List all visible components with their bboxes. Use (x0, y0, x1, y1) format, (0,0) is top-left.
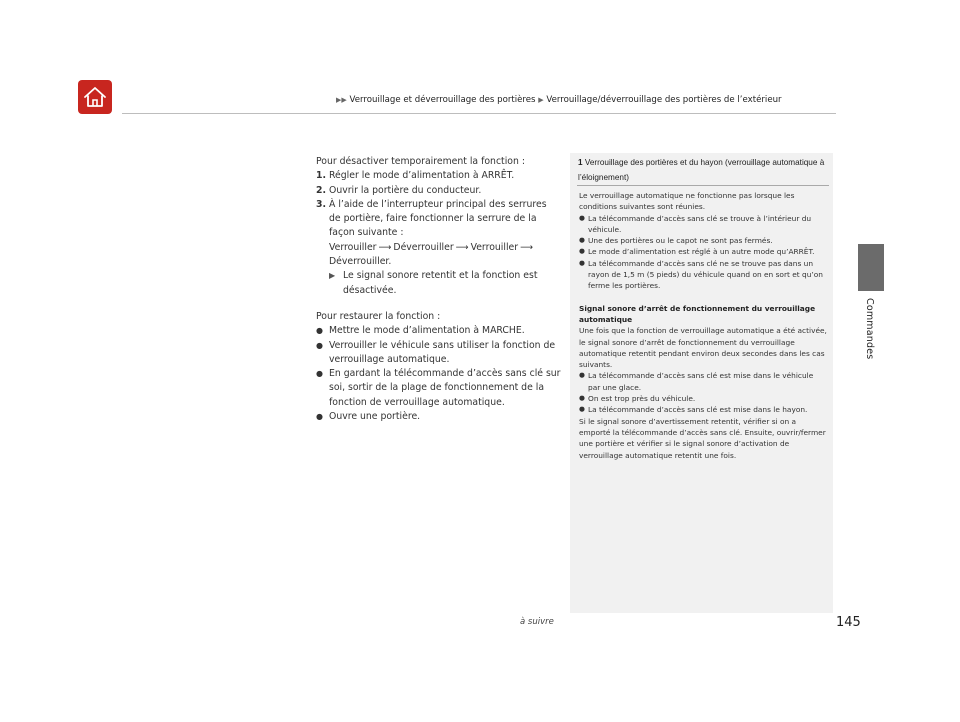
arrow-right-icon: ⟶ (455, 242, 469, 253)
list-item-text: La télécommande d’accès sans clé ne se trouve pas dans un rayon de 1,5 m (5 pieds) du véhicule quand on en sort et qu’on ferme les portières. (588, 258, 823, 291)
bullet-icon: ● (579, 247, 585, 256)
breadcrumb-arrow-icon: ▶ (538, 96, 544, 104)
sequence-step: Déverrouiller. (329, 256, 392, 268)
step-item (316, 169, 561, 183)
bullet-icon: ● (579, 371, 585, 380)
step-text: Ouvrir la portière du conducteur. (329, 184, 482, 196)
bullet-icon: ● (316, 326, 323, 336)
note-divider (577, 185, 829, 186)
bullet-icon: ● (579, 213, 585, 222)
list-item-text: Mettre le mode d’alimentation à MARCHE. (329, 325, 525, 337)
list-item (316, 367, 561, 410)
step-number: 3. (316, 198, 327, 210)
note-closing: Si le signal sonore d’avertissement retentit, vérifier si on a emporté la télécommande d’accès sans clé. Ensuite, ouvrir/fermer une portière et vérifier si le signal sonore d’activation de verrouillage automatique retentit une fois. (579, 416, 826, 460)
step-item (316, 184, 561, 198)
step-number: 2. (316, 184, 327, 196)
note-section-text: Une fois que la fonction de verrouillage automatique a été activée, le signal sonore d’arrêt de fonctionnement du verrouillage automatique retentit pendant environ deux secondes dans les cas suivants. (579, 326, 827, 370)
home-button[interactable] (78, 80, 112, 114)
list-item (579, 246, 827, 257)
arrow-right-icon: ⟶ (520, 242, 533, 253)
note-title-text: Verrouillage des portières et du hayon (verrouillage automatique à l’éloignement) (578, 158, 825, 182)
list-item-text: La télécommande d’accès sans clé est mise dans le véhicule par une glace. (588, 371, 814, 392)
list-item-text: Verrouiller le véhicule sans utiliser la fonction de verrouillage automatique. (329, 339, 556, 365)
lock-sequence (316, 241, 561, 270)
main-content (316, 155, 561, 424)
list-item-text: La télécommande d’accès sans clé se trouve à l’intérieur du véhicule. (588, 213, 812, 234)
breadcrumb-item-doors[interactable]: Verrouillage et déverrouillage des portières (349, 95, 536, 105)
list-item-text: Une des portières ou le capot ne sont pas fermés. (588, 236, 773, 246)
section-tab-label: Commandes (864, 298, 875, 360)
list-item (579, 370, 827, 393)
note-index: 1 (578, 158, 583, 167)
bullet-icon: ● (579, 258, 585, 267)
step-text: Régler le mode d’alimentation à ARRÊT. (329, 170, 515, 182)
sequence-step: Déverrouiller (393, 241, 454, 253)
sequence-step: Verrouiller (329, 241, 377, 253)
list-item (579, 404, 827, 415)
continued-label: à suivre (520, 617, 554, 627)
bullet-icon: ● (579, 405, 585, 414)
result-note (316, 269, 561, 298)
bullet-icon: ● (316, 412, 323, 422)
list-item (579, 235, 827, 246)
list-item-text: On est trop près du véhicule. (588, 394, 696, 404)
bullet-icon: ● (579, 236, 585, 245)
restore-intro: Pour restaurer la fonction : (316, 310, 441, 322)
step-number: 1. (316, 170, 327, 182)
header-divider (122, 113, 836, 114)
step-item (316, 198, 561, 241)
breadcrumb (336, 95, 836, 105)
bullet-icon: ● (316, 369, 323, 379)
breadcrumb-arrow-icon: ▶▶ (336, 96, 347, 104)
bullet-icon: ● (579, 394, 585, 403)
list-item (579, 258, 827, 292)
result-text: Le signal sonore retentit et la fonction est désactivée. (343, 270, 538, 296)
bullet-icon: ● (316, 340, 323, 350)
result-arrow-icon: ▶ (329, 271, 336, 281)
step-text: À l’aide de l’interrupteur principal des serrures de portière, faire fonctionner la serrure de la façon suivante : (329, 198, 547, 239)
note-body (579, 190, 827, 461)
page-number: 145 (836, 615, 861, 630)
list-item-text: Le mode d’alimentation est réglé à un autre mode qu’ARRÊT. (588, 247, 815, 257)
list-item-text: La télécommande d’accès sans clé est mise dans le hayon. (588, 405, 808, 415)
arrow-right-icon: ⟶ (378, 242, 392, 253)
list-item (316, 339, 561, 368)
note-title[interactable] (578, 156, 832, 186)
list-item-text: En gardant la télécommande d’accès sans clé sur soi, sortir de la plage de fonctionnement de la fonction de verrouillage automatique. (329, 368, 561, 408)
list-item-text: Ouvre une portière. (329, 411, 421, 423)
disable-intro: Pour désactiver temporairement la fonction : (316, 156, 525, 167)
list-item (579, 213, 827, 236)
list-item (316, 410, 561, 424)
home-icon (83, 86, 107, 108)
list-item (316, 324, 561, 338)
note-section-title: Signal sonore d’arrêt de fonctionnement du verrouillage automatique (579, 303, 816, 324)
breadcrumb-item-exterior[interactable]: Verrouillage/déverrouillage des portières de l’extérieur (546, 95, 782, 105)
sequence-step: Verrouiller (470, 241, 519, 253)
section-tab-marker[interactable] (858, 244, 884, 291)
list-item (579, 393, 827, 404)
note-intro: Le verrouillage automatique ne fonctionne pas lorsque les conditions suivantes sont réunies. (579, 191, 795, 212)
